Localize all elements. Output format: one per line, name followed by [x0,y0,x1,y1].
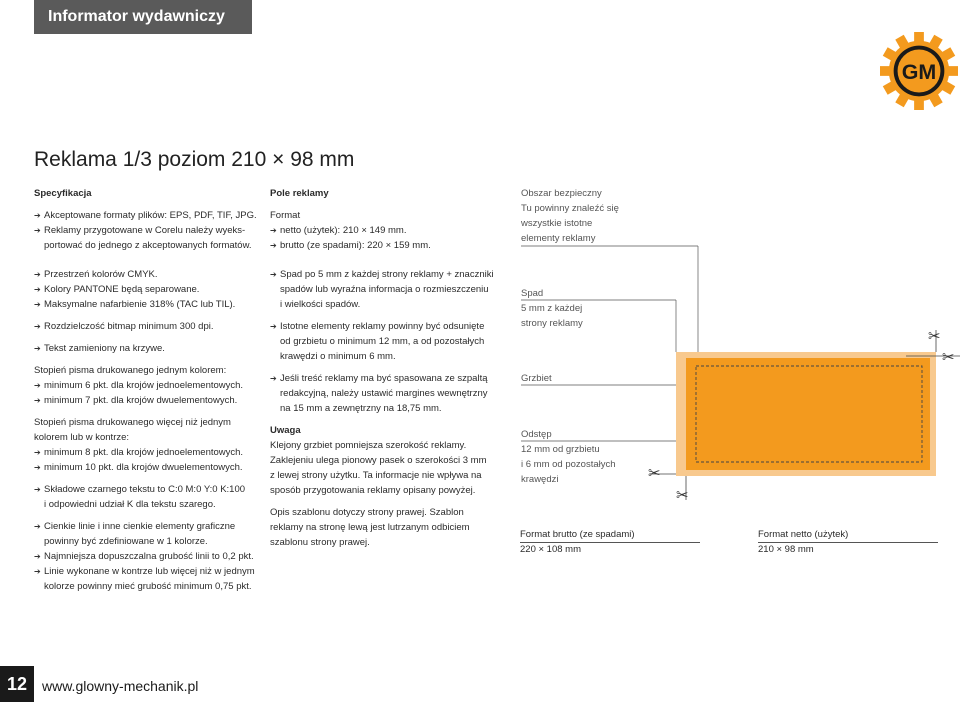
safe-area-line: wszystkie istotne [521,218,593,229]
list-item: ➔ Jeśli treść reklamy ma być spasowana ze szpaltą [270,371,494,386]
svg-text:GM: GM [901,59,937,84]
list-item-cont: na 15 mm a zewnętrzny na 18,75 mm. [280,403,442,414]
list-item: ➔ minimum 7 pkt. dla krojów dwuelementowych. [34,393,257,408]
safe-area-line: Tu powinny znaleźć się [521,203,619,214]
list-item: ➔ Linie wykonane w kontrze lub więcej niż w jednym [34,564,257,579]
note-line: z lewej strony użytku. Ta informacje nie wpływa na [270,470,482,481]
list-item: ➔ Przestrzeń kolorów CMYK. [34,267,257,282]
list-item: ➔ minimum 8 pkt. dla krojów jednoelementowych. [34,445,257,460]
format-brutto-label: Format brutto (ze spadami) [520,528,700,543]
paragraph: Stopień pisma drukowanego więcej niż jednym [34,417,231,428]
bleed-title: Spad [521,288,544,299]
spine-title: Grzbiet [521,373,552,384]
template-note: Opis szablonu dotyczy strony prawej. Szablon [270,507,464,518]
scissors-icon: ✂ [676,486,689,504]
note-heading: Uwaga [270,425,301,436]
note-line: Klejony grzbiet pomniejsza szerokość reklamy. [270,440,467,451]
trim-area [686,358,930,470]
list-item-cont: portować do jednego z akceptowanych formatów. [44,240,252,251]
template-note: reklamy na stronę lewą jest lutrzanym odbiciem [270,522,470,533]
list-item-cont: krawędzi o minimum 6 mm. [280,351,396,362]
scissors-icon: ✂ [928,327,941,345]
list-item: ➔ Spad po 5 mm z każdej strony reklamy + znaczniki [270,267,494,282]
list-item: ➔ Reklamy przygotowane w Corelu należy wyeks- [34,223,257,238]
list-item-cont: spadów lub wyraźna informacja o rozmieszczeniu [280,284,489,295]
scissors-icon: ✂ [648,464,661,482]
list-item-cont: i wielkości spadów. [280,299,361,310]
list-item: ➔ minimum 6 pkt. dla krojów jednoelementowych. [34,378,257,393]
format-label: Format [270,210,301,221]
margin-line: 12 mm od grzbietu [521,444,600,455]
list-item: ➔ Tekst zamieniony na krzywe. [34,341,257,356]
list-item: ➔ brutto (ze spadami): 220 × 159 mm. [270,238,494,253]
template-note: szablonu strony prawej. [270,537,370,548]
margin-line: i 6 mm od pozostałych [521,459,616,470]
list-item: ➔ Składowe czarnego tekstu to C:0 M:0 Y:0 K:100 [34,482,257,497]
margin-title: Odstęp [521,429,552,440]
list-item-cont: kolorze powinny mieć grubość minimum 0,75 pkt. [44,581,252,592]
list-item: ➔ Akceptowane formaty plików: EPS, PDF, TIF, JPG. [34,208,257,223]
format-netto [758,528,938,557]
list-item-cont: powinny być zdefiniowane w 1 kolorze. [44,536,208,547]
note-line: Zaklejeniu ulega pionowy pasek o szerokości 3 mm [270,455,487,466]
list-item: ➔ Cienkie linie i inne cienkie elementy graficzne [34,519,257,534]
bleed-line: strony reklamy [521,318,583,329]
format-brutto-value: 220 × 108 mm [520,544,581,555]
list-item-cont: od grzbietu o minimum 12 mm, a od pozostałych [280,336,485,347]
list-item: ➔ Najmniejsza dopuszczalna grubość linii to 0,2 pkt. [34,549,257,564]
safe-area-title: Obszar bezpieczny [521,188,602,199]
format-brutto [520,528,700,557]
margin-line: krawędzi [521,474,559,485]
paragraph: kolorem lub w kontrze: [34,432,130,443]
spec-heading: Specyfikacja [34,188,92,199]
page-number: 12 [0,666,34,702]
paragraph: Stopień pisma drukowanego jednym kolorem: [34,365,227,376]
ad-field-heading: Pole reklamy [270,188,329,199]
note-line: sposób przygotowania reklamy opisany powyżej. [270,485,476,496]
format-netto-label: Format netto (użytek) [758,528,938,543]
list-item: ➔ Istotne elementy reklamy powinny być odsunięte [270,319,494,334]
list-item: ➔ minimum 10 pkt. dla krojów dwuelementowych. [34,460,257,475]
format-netto-value: 210 × 98 mm [758,544,814,555]
list-item: ➔ Maksymalne nafarbienie 318% (TAC lub TIL). [34,297,257,312]
list-item-cont: i odpowiedni udział K dla tekstu szarego. [44,499,216,510]
list-item-cont: redakcyjną, należy ustawić margines wewnętrzny [280,388,488,399]
list-item: ➔ netto (użytek): 210 × 149 mm. [270,223,494,238]
list-item: ➔ Rozdzielczość bitmap minimum 300 dpi. [34,319,257,334]
bleed-line: 5 mm z każdej [521,303,583,314]
list-item: ➔ Kolory PANTONE będą separowane. [34,282,257,297]
safe-area-line: elementy reklamy [521,233,596,244]
publication-banner: Informator wydawniczy 2015 [34,0,252,34]
footer-url[interactable]: www.glowny-mechanik.pl [42,678,199,694]
scissors-icon: ✂ [942,348,955,366]
page-title: Reklama 1/3 poziom 210 × 98 mm [34,148,355,171]
